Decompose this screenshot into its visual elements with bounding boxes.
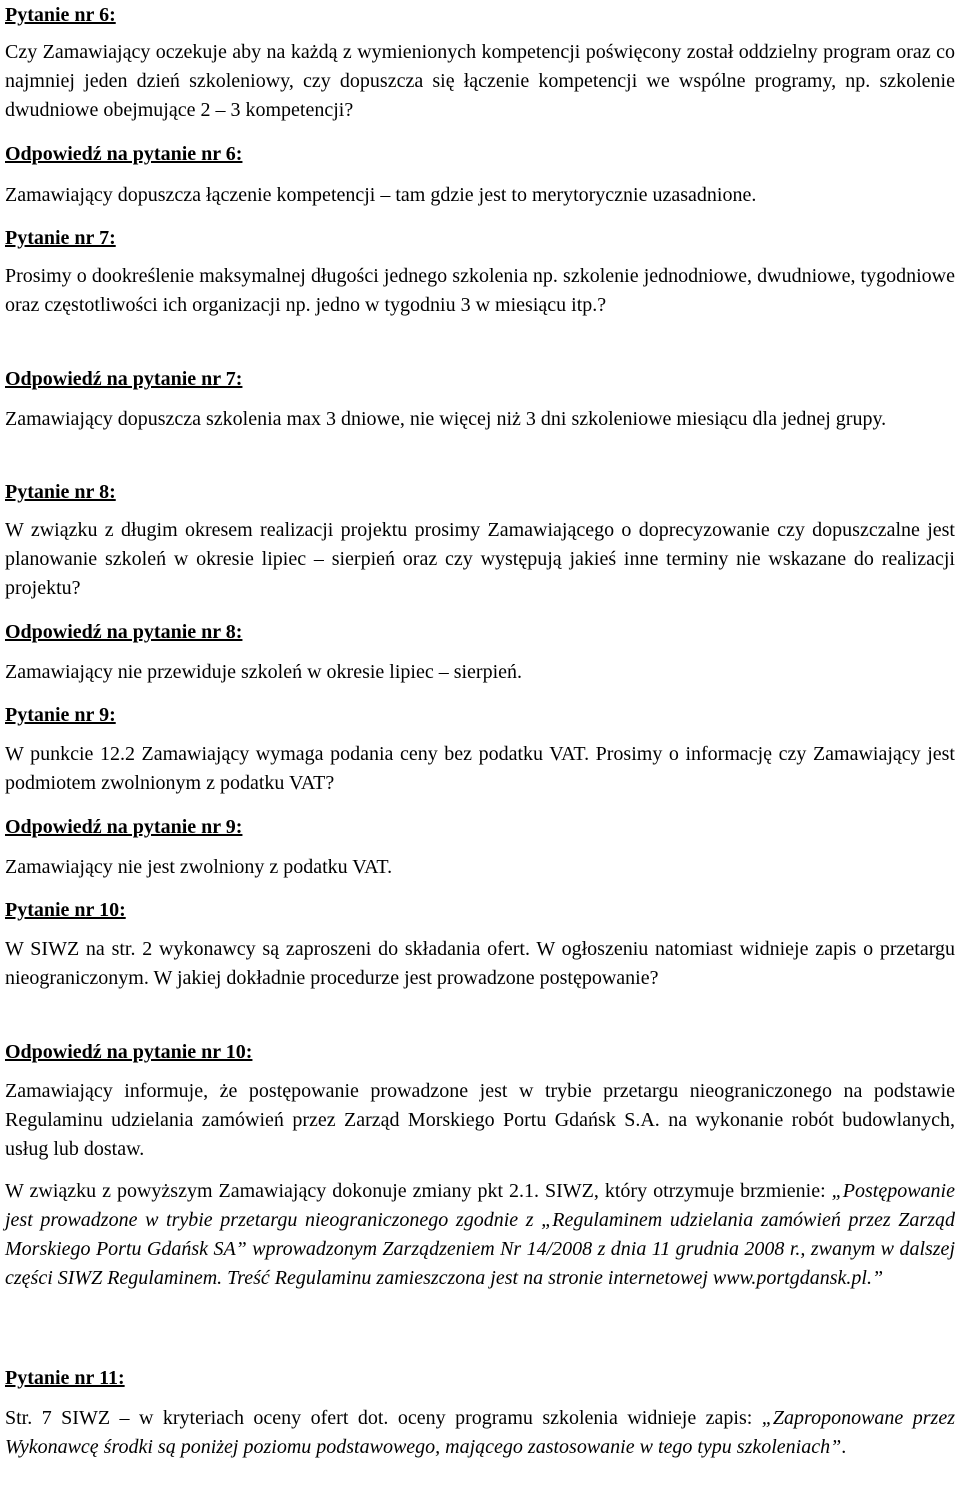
question-7-text: Prosimy o dookreślenie maksymalnej długości jednego szkolenia np. szkolenie jednodniowe, dwudniowe, tygodniowe oraz częstotliwości ich organizacji np. jedno w tygodniu 3 w miesiącu itp.? <box>5 265 955 316</box>
question-8-text: W związku z długim okresem realizacji projektu prosimy Zamawiającego o doprecyzowanie czy dopuszczalne jest planowanie szkoleń w okresie lipiec – sierpień oraz czy występują jakieś inne terminy nie wskazane do realizacji projektu? <box>5 519 955 599</box>
question-11-heading: Pytanie nr 11: <box>5 1367 125 1389</box>
question-7-heading: Pytanie nr 7: <box>5 227 116 249</box>
answer-9-heading: Odpowiedź na pytanie nr 9: <box>5 816 243 838</box>
answer-6-heading: Odpowiedź na pytanie nr 6: <box>5 143 243 165</box>
question-10-heading: Pytanie nr 10: <box>5 899 126 921</box>
question-6-heading: Pytanie nr 6: <box>5 4 116 26</box>
question-11-quote: „Zaproponowane przez Wykonawcę środki są poniżej poziomu podstawowego, mającego zastosowanie w tego typu szkoleniach” <box>5 1407 955 1458</box>
question-11-end: . <box>841 1436 847 1458</box>
question-8-heading: Pytanie nr 8: <box>5 481 116 503</box>
answer-10-change <box>5 1177 955 1293</box>
question-6-text: Czy Zamawiający oczekuje aby na każdą z wymienionych kompetencji poświęcony został oddzielny program oraz co najmniej jeden dzień szkoleniowy, czy dopuszcza się łączenie kompetencji we wspólne programy, np. szkolenie dwudniowe obejmujące 2 – 3 kompetencji? <box>5 41 955 121</box>
question-11-text <box>5 1404 955 1462</box>
question-10-text: W SIWZ na str. 2 wykonawcy są zaproszeni do składania ofert. W ogłoszeniu natomiast widnieje zapis o przetargu nieograniczonym. W jakiej dokładnie procedurze jest prowadzone postępowanie? <box>5 938 955 989</box>
answer-10-change-quote: „Postępowanie jest prowadzone w trybie przetargu nieograniczonego zgodnie z „Regulaminem udzielania zamówień przez Zarząd Morskiego Portu Gdańsk SA” wprowadzonym Zarządzeniem Nr 14/2008 z dnia 11 grudnia 2008 r., zwanym w dalszej części SIWZ Regulaminem. Treść Regulaminu zamieszczona jest na stronie internetowej www.portgdansk.pl.” <box>5 1180 955 1289</box>
question-9-text: W punkcie 12.2 Zamawiający wymaga podania ceny bez podatku VAT. Prosimy o informację czy Zamawiający jest podmiotem zwolnionym z podatku VAT? <box>5 743 955 794</box>
answer-6-text: Zamawiający dopuszcza łączenie kompetencji – tam gdzie jest to merytorycznie uzasadnione. <box>5 184 757 206</box>
answer-7-heading: Odpowiedź na pytanie nr 7: <box>5 368 243 390</box>
answer-10-text: Zamawiający informuje, że postępowanie prowadzone jest w trybie przetargu nieograniczonego na podstawie Regulaminu udzielania zamówień przez Zarząd Morskiego Portu Gdańsk S.A. na wykonanie robót budowlanych, usług lub dostaw. <box>5 1080 955 1160</box>
question-11-intro: Str. 7 SIWZ – w kryteriach oceny ofert dot. oceny programu szkolenia widnieje zapis: <box>5 1407 762 1429</box>
answer-8-heading: Odpowiedź na pytanie nr 8: <box>5 621 243 643</box>
answer-8-text: Zamawiający nie przewiduje szkoleń w okresie lipiec – sierpień. <box>5 661 523 683</box>
question-9-heading: Pytanie nr 9: <box>5 704 116 726</box>
answer-10-heading: Odpowiedź na pytanie nr 10: <box>5 1041 253 1063</box>
answer-7-text: Zamawiający dopuszcza szkolenia max 3 dniowe, nie więcej niż 3 dni szkoleniowe miesiącu dla jednej grupy. <box>5 408 887 430</box>
answer-10-change-intro: W związku z powyższym Zamawiający dokonuje zmiany pkt 2.1. SIWZ, który otrzymuje brzmienie: <box>5 1180 832 1202</box>
answer-9-text: Zamawiający nie jest zwolniony z podatku VAT. <box>5 856 393 878</box>
